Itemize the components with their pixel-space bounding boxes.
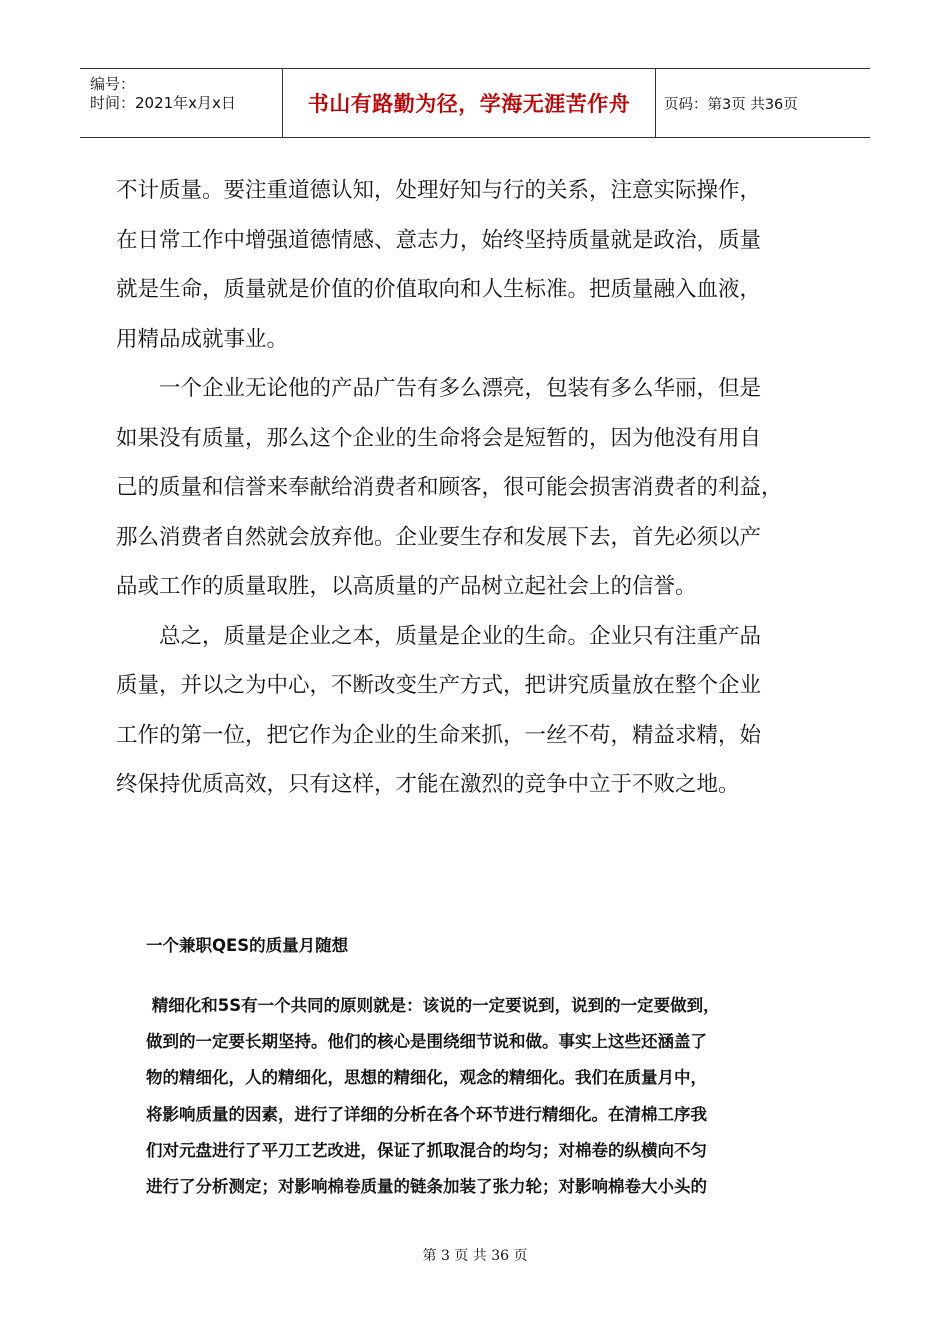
- body-line: 品或工作的质量取胜，以高质量的产品树立起社会上的信誉。: [116, 574, 697, 599]
- page-footer: 第 3 页 共 36 页: [422, 1248, 528, 1264]
- body-line: 不计质量。要注重道德认知，处理好知与行的关系，注意实际操作，: [116, 178, 762, 203]
- section-line: 将影响质量的因素，进行了详细的分析在各个环节进行精细化。在清棉工序我: [146, 1104, 707, 1124]
- article-section: [146, 934, 826, 1205]
- body-line: 用精品成就事业。: [116, 326, 289, 352]
- body-line: 在日常工作中增强道德情感、意志力，始终坚持质量就是政治，质量: [116, 227, 762, 253]
- header-page-info: 页码：第3页 共36页: [664, 96, 798, 113]
- section-line: 精细化和5S有一个共同的原则就是：该说的一定要说到，说到的一定要做到，: [146, 996, 720, 1015]
- document-date-label: 时间：2021年x月x日: [90, 94, 236, 112]
- section-body: [146, 988, 826, 1205]
- body-line: 就是生命，质量就是价值的价值取向和人生标准。把质量融入血液，: [116, 277, 762, 302]
- main-body-text: [116, 166, 806, 810]
- body-line: 那么消费者自然就会放弃他。企业要生存和发展下去，首先必须以产: [116, 524, 762, 550]
- body-line: 总之，质量是企业之本，质量是企业的生命。企业只有注重产品: [116, 623, 762, 649]
- body-line: 质量，并以之为中心，不断改变生产方式，把讲究质量放在整个企业: [116, 673, 762, 698]
- section-title: 一个兼职QES的质量月随想: [146, 936, 349, 955]
- header-meta: [80, 69, 283, 137]
- body-line: 己的质量和信誉来奉献给消费者和顾客，很可能会损害消费者的利益，: [116, 475, 783, 500]
- document-number-label: 编号：: [90, 75, 136, 93]
- section-line: 物的精细化，人的精细化，思想的精细化，观念的精细化。我们在质量月中，: [146, 1068, 707, 1088]
- body-line: 一个企业无论他的产品广告有多么漂亮，包装有多么华丽，但是: [116, 376, 762, 401]
- body-line: 如果没有质量，那么这个企业的生命将会是短暂的，因为他没有用自: [116, 425, 762, 451]
- body-line: 工作的第一位，把它作为企业的生命来抓，一丝不苟，精益求精，始: [116, 722, 762, 748]
- section-line: 进行了分析测定；对影响棉卷质量的链条加装了张力轮；对影响棉卷大小头的: [146, 1176, 707, 1196]
- section-line: 做到的一定要长期坚持。他们的核心是围绕细节说和做。事实上这些还涵盖了: [146, 1032, 707, 1052]
- section-line: 们对元盘进行了平刀工艺改进，保证了抓取混合的均匀；对棉卷的纵横向不匀: [146, 1140, 707, 1160]
- header-motto: 书山有路勤为径，学海无涯苦作舟: [283, 69, 656, 137]
- page-header: [80, 68, 870, 138]
- body-line: 终保持优质高效，只有这样，才能在激烈的竞争中立于不败之地。: [116, 772, 740, 797]
